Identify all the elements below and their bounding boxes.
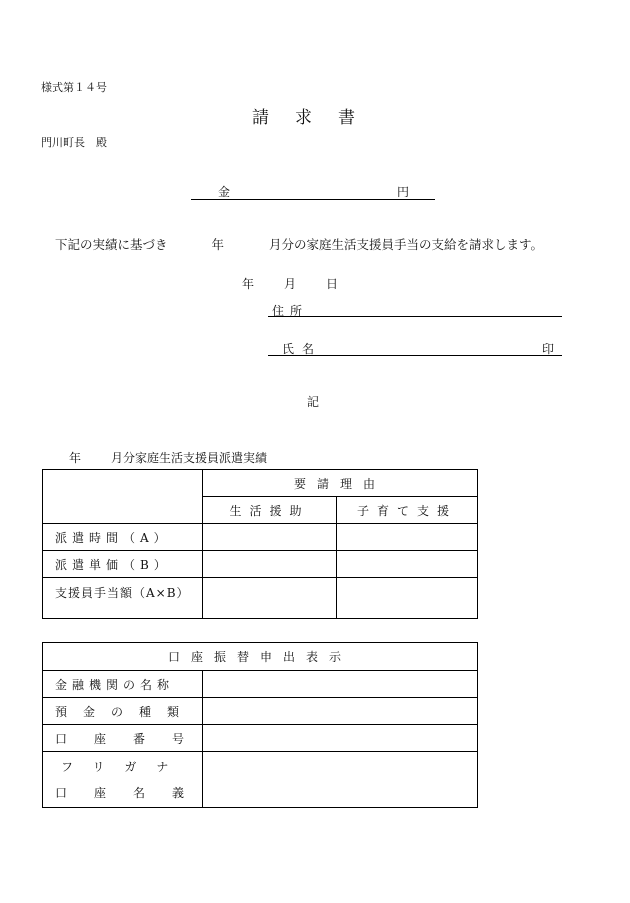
request-text-2: 月分の家庭生活支援員手当の支給を請求します。 — [269, 237, 544, 252]
address-label: 住所 — [272, 304, 309, 318]
bank-table-header: 口座振替申出表示 — [43, 643, 478, 671]
cell-deposit-type[interactable] — [203, 698, 478, 725]
amount-field[interactable] — [191, 183, 435, 200]
row-label-account-number: 口座番号 — [43, 725, 203, 752]
document-title: 請求書 — [252, 108, 381, 128]
row-label-deposit-type: 預金の種類 — [43, 698, 203, 725]
cell-bank-name[interactable] — [203, 671, 478, 698]
section-title — [69, 449, 267, 466]
name-field[interactable] — [268, 340, 562, 356]
section-title-text: 月分家庭生活支援員派遣実績 — [111, 451, 268, 465]
cell-account-holder[interactable] — [203, 752, 478, 808]
header-reason: 要請理由 — [203, 470, 478, 497]
cell-hours-childcare[interactable] — [337, 524, 478, 551]
date-month: 月 — [284, 277, 297, 291]
name-label: 氏名 — [282, 342, 323, 356]
seal-mark: 印 — [541, 342, 554, 356]
cell-account-number[interactable] — [203, 725, 478, 752]
header-life-support: 生活援助 — [203, 497, 337, 524]
dispatch-record-table — [42, 469, 478, 619]
cell-allowance-life[interactable] — [203, 578, 337, 619]
furigana-label: フリガナ — [61, 759, 189, 774]
date-year: 年 — [242, 277, 255, 291]
row-label-bank-name: 金融機関の名称 — [43, 671, 203, 698]
ki-heading: 記 — [307, 395, 320, 409]
amount-unit: 円 — [397, 185, 410, 199]
row-label-unit-price: 派遣単価（B） — [43, 551, 203, 578]
row-label-dispatch-hours: 派遣時間（A） — [43, 524, 203, 551]
request-statement — [55, 235, 543, 253]
cell-allowance-childcare[interactable] — [337, 578, 478, 619]
section-year: 年 — [69, 451, 82, 465]
row-label-allowance: 支援員手当額（A×B） — [43, 578, 203, 619]
header-childcare-support: 子育て支援 — [337, 497, 478, 524]
form-number: 様式第１４号 — [41, 81, 107, 94]
row-label-account-holder — [43, 752, 212, 808]
amount-prefix: 金 — [218, 185, 231, 199]
address-field[interactable] — [268, 302, 562, 317]
addressee: 門川町長 殿 — [41, 136, 107, 149]
request-text-1: 下記の実績に基づき — [55, 237, 168, 252]
request-year: 年 — [211, 237, 225, 252]
request-date — [242, 275, 338, 292]
date-day: 日 — [326, 277, 339, 291]
cell-price-life[interactable] — [203, 551, 337, 578]
bank-transfer-table — [42, 642, 478, 808]
cell-price-childcare[interactable] — [337, 551, 478, 578]
cell-hours-life[interactable] — [203, 524, 337, 551]
account-holder-label: 口座名義 — [55, 785, 212, 800]
table1-corner-cell — [43, 470, 203, 524]
